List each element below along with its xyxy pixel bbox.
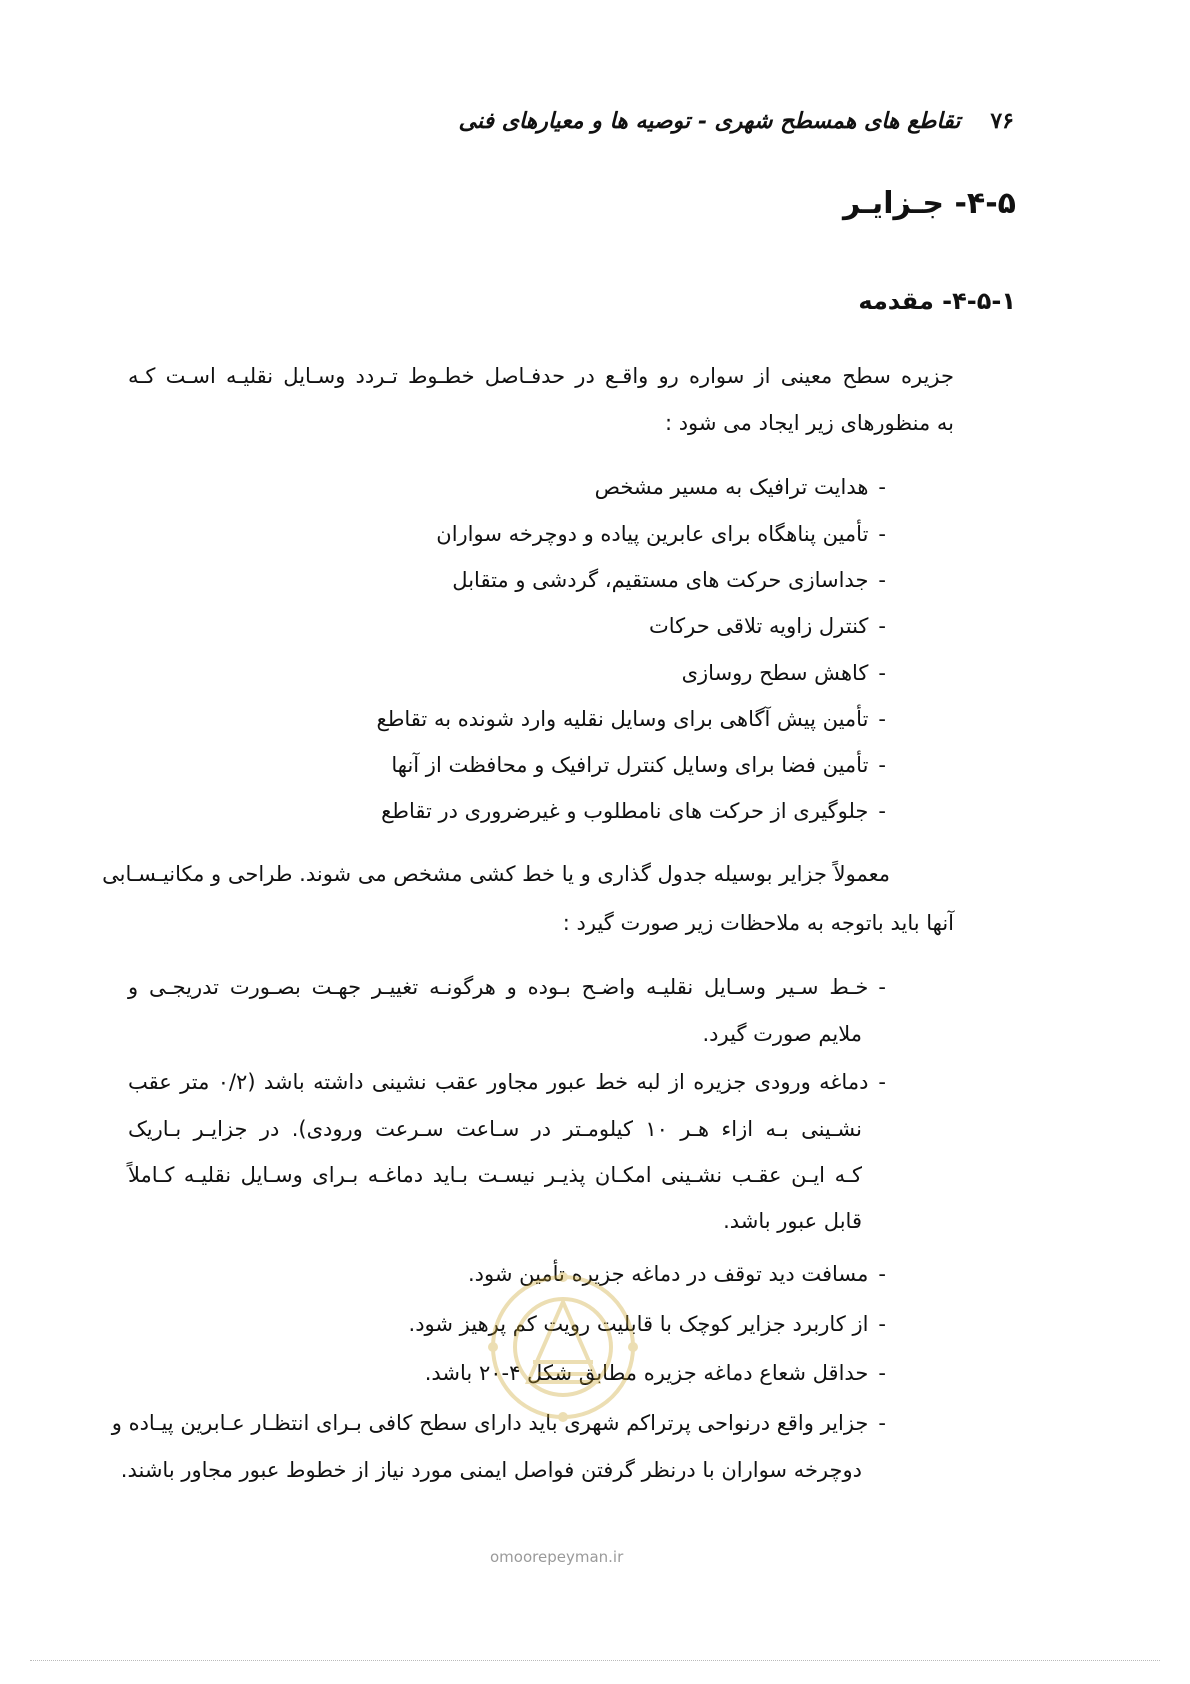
list-item: [595, 475, 886, 499]
list-item: [436, 522, 886, 546]
criteria-text: حداقل شعاع دماغه جزیره مطابق شکل ۴-۲۰ باشد.: [424, 1361, 869, 1385]
criteria-text: جزایر واقع درنواحی پرتراکم شهری باید دارای سطح کافی بـرای انتظـار عـابرین پیـاده و: [111, 1411, 869, 1435]
list-item: [649, 614, 886, 638]
criteria-item-2-line-4: قابل عبور باشد.: [723, 1209, 862, 1233]
list-item-text: تأمین پناهگاه برای عابرین پیاده و دوچرخه سواران: [436, 522, 869, 546]
criteria-item-6-line-2: دوچرخه سواران با درنظر گرفتن فواصل ایمنی مورد نیاز از خطوط عبور مجاور باشند.: [120, 1458, 862, 1482]
running-header: [459, 108, 1014, 134]
list-dash: -: [878, 475, 886, 499]
list-item: [381, 799, 886, 823]
list-dash: -: [878, 1070, 886, 1094]
list-dash: -: [878, 975, 886, 999]
criteria-text: دماغه ورودی جزیره از لبه خط عبور مجاور عقب نشینی داشته باشد (۰/۲ متر عقب: [128, 1070, 869, 1094]
intro-line-1: جزیره سطح معینی از سواره رو واقـع در حدفـاصل خطـوط تـردد وسـایل نقلیـه اسـت کـه: [128, 364, 954, 388]
footer-rule: [30, 1660, 1160, 1661]
list-dash: -: [878, 799, 886, 823]
watermark-url: omoorepeyman.ir: [490, 1548, 624, 1566]
criteria-item-2-line-1: [128, 1070, 886, 1094]
list-item-text: جلوگیری از حرکت های نامطلوب و غیرضروری در تقاطع: [381, 799, 869, 823]
paragraph2-line-2: آنها باید باتوجه به ملاحظات زیر صورت گیرد :: [562, 911, 954, 935]
list-dash: -: [878, 661, 886, 685]
list-dash: -: [878, 1312, 886, 1336]
list-dash: -: [878, 1262, 886, 1286]
list-item: [391, 753, 886, 777]
list-item-text: کاهش سطح روسازی: [681, 661, 869, 685]
running-title: تقاطع های همسطح شهری - توصیه ها و معیارهای فنی: [458, 108, 961, 134]
list-dash: -: [878, 568, 886, 592]
criteria-item-2-line-3: کـه ایـن عقـب نشـینی امکـان پذیـر نیسـت بـاید دماغـه بـرای وسـایل نقلیـه کـاملاً: [128, 1163, 862, 1187]
criteria-item-1-line-1: [128, 975, 886, 999]
watermark-logo-icon: [478, 1262, 648, 1432]
list-item-text: کنترل زاویه تلاقی حرکات: [649, 614, 869, 638]
list-item-text: تأمین پیش آگاهی برای وسایل نقلیه وارد شونده به تقاطع: [376, 707, 869, 731]
list-dash: -: [878, 522, 886, 546]
section-heading: ۴-۵- جـزایـر: [843, 186, 1016, 221]
list-item-text: تأمین فضا برای وسایل کنترل ترافیک و محافظت از آنها: [391, 753, 869, 777]
list-dash: -: [878, 614, 886, 638]
list-dash: -: [878, 753, 886, 777]
list-item: [377, 707, 886, 731]
criteria-item-1-line-2: ملایم صورت گیرد.: [702, 1022, 862, 1046]
list-dash: -: [878, 707, 886, 731]
list-item: [452, 568, 886, 592]
list-item-text: هدایت ترافیک به مسیر مشخص: [594, 475, 869, 499]
criteria-text: خـط سـیر وسـایل نقلیـه واضـح بـوده و هرگونـه تغییـر جهـت بصـورت تدریجـی و: [128, 975, 869, 999]
list-item-text: جداسازی حرکت های مستقیم، گردشی و متقابل: [452, 568, 869, 592]
subsection-heading: ۴-۵-۱- مقدمه: [858, 287, 1016, 315]
paragraph2-line-1: معمولاً جزایر بوسیله جدول گذاری و یا خط کشی مشخص می شوند. طراحی و مکانیـسـابی: [102, 862, 890, 886]
criteria-text: مسافت دید توقف در دماغه جزیره تأمین شود.: [467, 1262, 869, 1286]
list-dash: -: [878, 1411, 886, 1435]
intro-line-2: به منظورهای زیر ایجاد می شود :: [664, 411, 954, 435]
list-item: [682, 661, 886, 685]
criteria-item-2-line-2: نشـینی بـه ازاء هـر ۱۰ کیلومـتر در سـاعت سـرعت ورودی). در جزایـر بـاریک: [128, 1117, 862, 1141]
criteria-text: از کاربرد جزایر کوچک با قابلیت رویت کم پرهیز شود.: [408, 1312, 869, 1336]
page-number: ۷۶: [990, 108, 1014, 134]
list-dash: -: [878, 1361, 886, 1385]
